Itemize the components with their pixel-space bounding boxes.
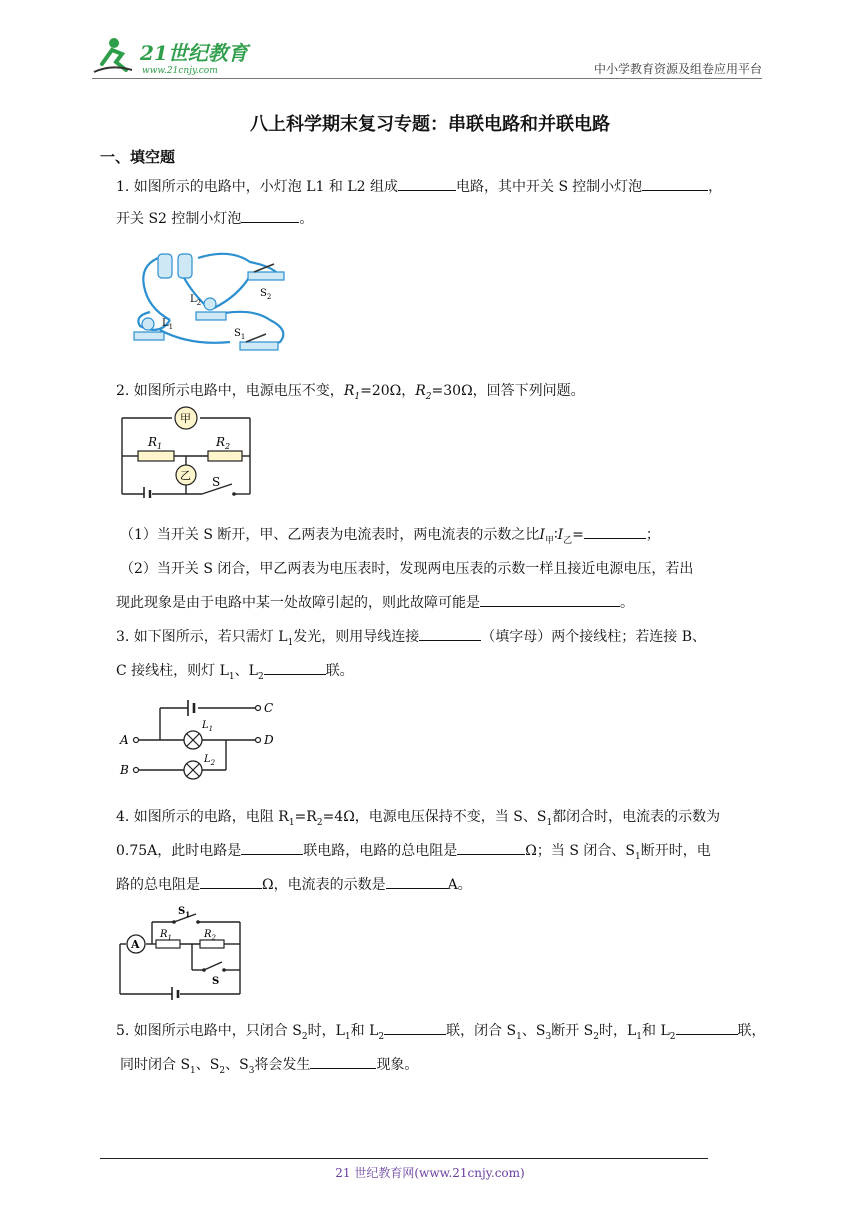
section-title: 一、填空题 xyxy=(100,148,176,166)
svg-text:S: S xyxy=(212,475,221,489)
svg-text:L1: $L_1$ xyxy=(162,318,174,331)
svg-text:乙: 乙 xyxy=(180,469,191,482)
header-divider xyxy=(92,78,762,79)
q2-sub-2-line-2: 现此现象是由于电路中某一处故障引起的，则此故障可能是 。 xyxy=(116,592,634,612)
svg-text:S1: $S_1$ xyxy=(234,328,246,341)
page-title: 八上科学期末复习专题：串联电路和并联电路 xyxy=(250,114,610,135)
q1-line-2: 开关 S2 控制小灯泡 。 xyxy=(116,208,313,228)
svg-text:R2: $R_2$ xyxy=(216,435,231,451)
svg-text:R1: $R_1$ xyxy=(160,929,172,942)
logo-url-text: www.21cnjy.com xyxy=(142,66,218,76)
svg-text:S: S xyxy=(212,976,220,987)
svg-text:A: A xyxy=(120,733,129,747)
footer-link[interactable]: 21 世纪教育网(www.21cnjy.com) xyxy=(335,1166,525,1180)
q3-circuit-figure xyxy=(116,690,286,786)
svg-text:L2: $L_2$ xyxy=(190,294,202,307)
q5-line-2: 同时闭合 $S_1$、$S_2$、$S_3$将会发生 现象。 xyxy=(120,1054,418,1076)
logo-main-text: 21世纪教育 xyxy=(140,41,248,65)
q1-line-1: 1. 如图所示的电路中，小灯泡 L1 和 L2 组成 电路，其中开关 S 控制小灯泡 ， xyxy=(116,176,722,196)
svg-text:C: C xyxy=(264,701,274,715)
q3-line-2: C 接线柱，则灯 $L_1$、$L_2$ 联。 xyxy=(116,660,354,682)
q4-line-1: 4. 如图所示的电路，电阻 $R_1=R_2=4\Omega$，电源电压保持不变，当 S、$S_1$都闭合时，电流表的示数为 xyxy=(116,809,721,828)
svg-text:D: D xyxy=(264,733,274,747)
svg-text:L2: $L_2$ xyxy=(204,754,216,767)
runner-logo-icon xyxy=(94,38,132,72)
svg-text:甲: 甲 xyxy=(180,412,191,425)
svg-text:S2: $S_2$ xyxy=(260,288,272,301)
q4-line-2: 0.75A，此时电路是 联电路，电路的总电阻是 Ω；当 S 闭合、$S_1$断开时，电 xyxy=(116,840,711,862)
q2-circuit-figure xyxy=(116,406,256,502)
svg-text:S1: $S_1$ xyxy=(178,906,191,919)
site-logo[interactable] xyxy=(92,34,262,78)
q2-sub-2-line-1: （2）当开关 S 闭合，甲乙两表为电压表时，发现两电压表的示数一样且接近电源电压，若出 xyxy=(120,561,694,577)
svg-text:B: B xyxy=(120,763,129,777)
q2-sub-1: （1）当开关 S 断开，甲、乙两表为电流表时，两电流表的示数之比$I_甲∶I_乙=$ ； xyxy=(120,524,660,546)
svg-text:A: A xyxy=(131,938,140,951)
q2-intro: 2. 如图所示电路中，电源电压不变，$R_1=20\Omega$，$R_2=30\Omega$，回答下列问题。 xyxy=(116,383,585,402)
svg-text:R1: $R_1$ xyxy=(148,435,163,451)
q5-line-1: 5. 如图所示电路中，只闭合 $S_2$时，$L_1$和 $L_2$ 联，闭合 $S_1$、$S_3$断开 $S_2$时，$L_1$和 $L_2$ 联， xyxy=(116,1020,766,1042)
q3-line-1: 3. 如下图所示，若只需灯 $L_1$发光，则用导线连接 （填字母）两个接线柱；若连接 B、 xyxy=(116,626,706,648)
platform-name: 中小学教育资源及组卷应用平台 xyxy=(593,62,762,76)
q4-line-3: 路的总电阻是 Ω，电流表的示数是 A。 xyxy=(116,874,472,894)
svg-text:L1: $L_1$ xyxy=(202,720,214,733)
q4-circuit-figure xyxy=(116,904,246,1004)
svg-text:R2: $R_2$ xyxy=(204,929,216,942)
q1-circuit-figure xyxy=(130,246,300,362)
footer-divider xyxy=(100,1158,708,1159)
